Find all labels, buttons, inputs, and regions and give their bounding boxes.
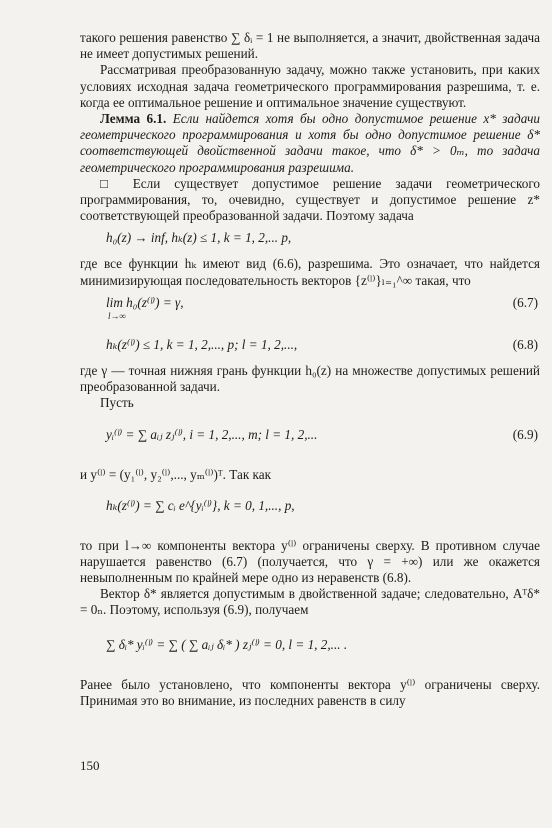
paragraph-1: такого решения равенство ∑ δᵢ = 1 не выполняется, а значит, двойственная задача не имеет допустимых решений. — [80, 30, 540, 62]
equation-problem — [106, 230, 540, 250]
equation-h-sum-text: hₖ(z⁽ˡ⁾) = ∑ cᵢ e^{yᵢ⁽ˡ⁾}, k = 0, 1,..., p, — [106, 497, 295, 513]
paragraph-2: Рассматривая преобразованную задачу, можно также установить, при каких условиях исходная задача геометрического программирования разрешима, т. е. когда ее оптимальное решение и оптимальное значение существуют. — [80, 62, 540, 110]
equation-6-9 — [106, 417, 540, 461]
equation-6-8-number: (6.8) — [512, 336, 538, 352]
paragraph-6: Пусть — [100, 395, 134, 411]
equation-6-9-number: (6.9) — [512, 427, 538, 443]
proof-mark: □ — [100, 175, 119, 191]
equation-6-7 — [106, 295, 540, 331]
paragraph-7: и y⁽ˡ⁾ = (y₁⁽ˡ⁾, y₂⁽ˡ⁾,..., yₘ⁽ˡ⁾)ᵀ. Так как — [80, 467, 271, 483]
paragraph-10: Ранее было установлено, что компоненты вектора y⁽ˡ⁾ ограничены сверху. Принимая это во внимание, из последних равенств в силу — [80, 676, 540, 708]
equation-problem-text: h₀(z) → inf, hₖ(z) ≤ 1, k = 1, 2,... p, — [106, 230, 292, 246]
page-number: 150 — [80, 758, 100, 773]
paragraph-9: Вектор δ* является допустимым в двойственной задаче; следовательно, Aᵀδ* = 0ₙ. Поэтому, используя (6.9), получаем — [80, 586, 540, 618]
equation-h-sum — [106, 490, 540, 532]
equation-6-8-text: hₖ(z⁽ˡ⁾) ≤ 1, k = 1, 2,..., p; l = 1, 2,..., — [106, 336, 298, 352]
lemma-title: Лемма 6.1. — [100, 111, 167, 127]
paragraph-5: где γ — точная нижняя грань функции h₀(z) на множестве допустимых решений преобразованной задачи. — [80, 362, 540, 395]
equation-6-9-text: yᵢ⁽ˡ⁾ = ∑ aᵢⱼ zⱼ⁽ˡ⁾, i = 1, 2,..., m; l = 1, 2,... — [106, 427, 318, 443]
equation-6-7-text: lim h₀(z⁽ˡ⁾) = γ, — [106, 294, 184, 310]
paragraph-8: то при l→∞ компоненты вектора y⁽ˡ⁾ ограничены сверху. В противном случае нарушается равенство (6.7) (получается, что γ = +∞) или же окажется невыполненным по крайней мере одно из неравенств (6.8). — [80, 537, 540, 586]
equation-6-7-number: (6.7) — [512, 294, 538, 310]
equation-6-7-limit: l→∞ — [108, 311, 126, 322]
proof-paragraph — [80, 176, 540, 225]
lemma-6-1 — [80, 111, 540, 176]
equation-dual-sum-text: ∑ δᵢ* yᵢ⁽ˡ⁾ = ∑ ( ∑ aᵢⱼ δᵢ* ) zⱼ⁽ˡ⁾ = 0, l = 1, 2,... . — [106, 636, 348, 652]
lemma-body: Если найдется хотя бы одно допустимое решение x* задачи геометрического программирования и хотя бы одно допустимое решение δ* соответствующей двойственной задачи такое, что δ* > 0ₘ, то задача геометрического программирования разрешима. — [80, 111, 541, 175]
proof-text: Если существует допустимое решение задачи геометрического программирования, то, очевидно, существует и допустимое решение z* соответствующей преобразованной задачи. Поэтому задача — [80, 175, 540, 224]
paragraph-4: где все функции hₖ имеют вид (6.6), разрешима. Это означает, что найдется минимизирующая последовательность векторов {z⁽ˡ⁾}ₗ₌₁^∞ такая, что — [80, 256, 540, 288]
equation-dual-sum — [106, 625, 540, 671]
page-body — [80, 30, 540, 709]
equation-6-8 — [106, 337, 540, 357]
